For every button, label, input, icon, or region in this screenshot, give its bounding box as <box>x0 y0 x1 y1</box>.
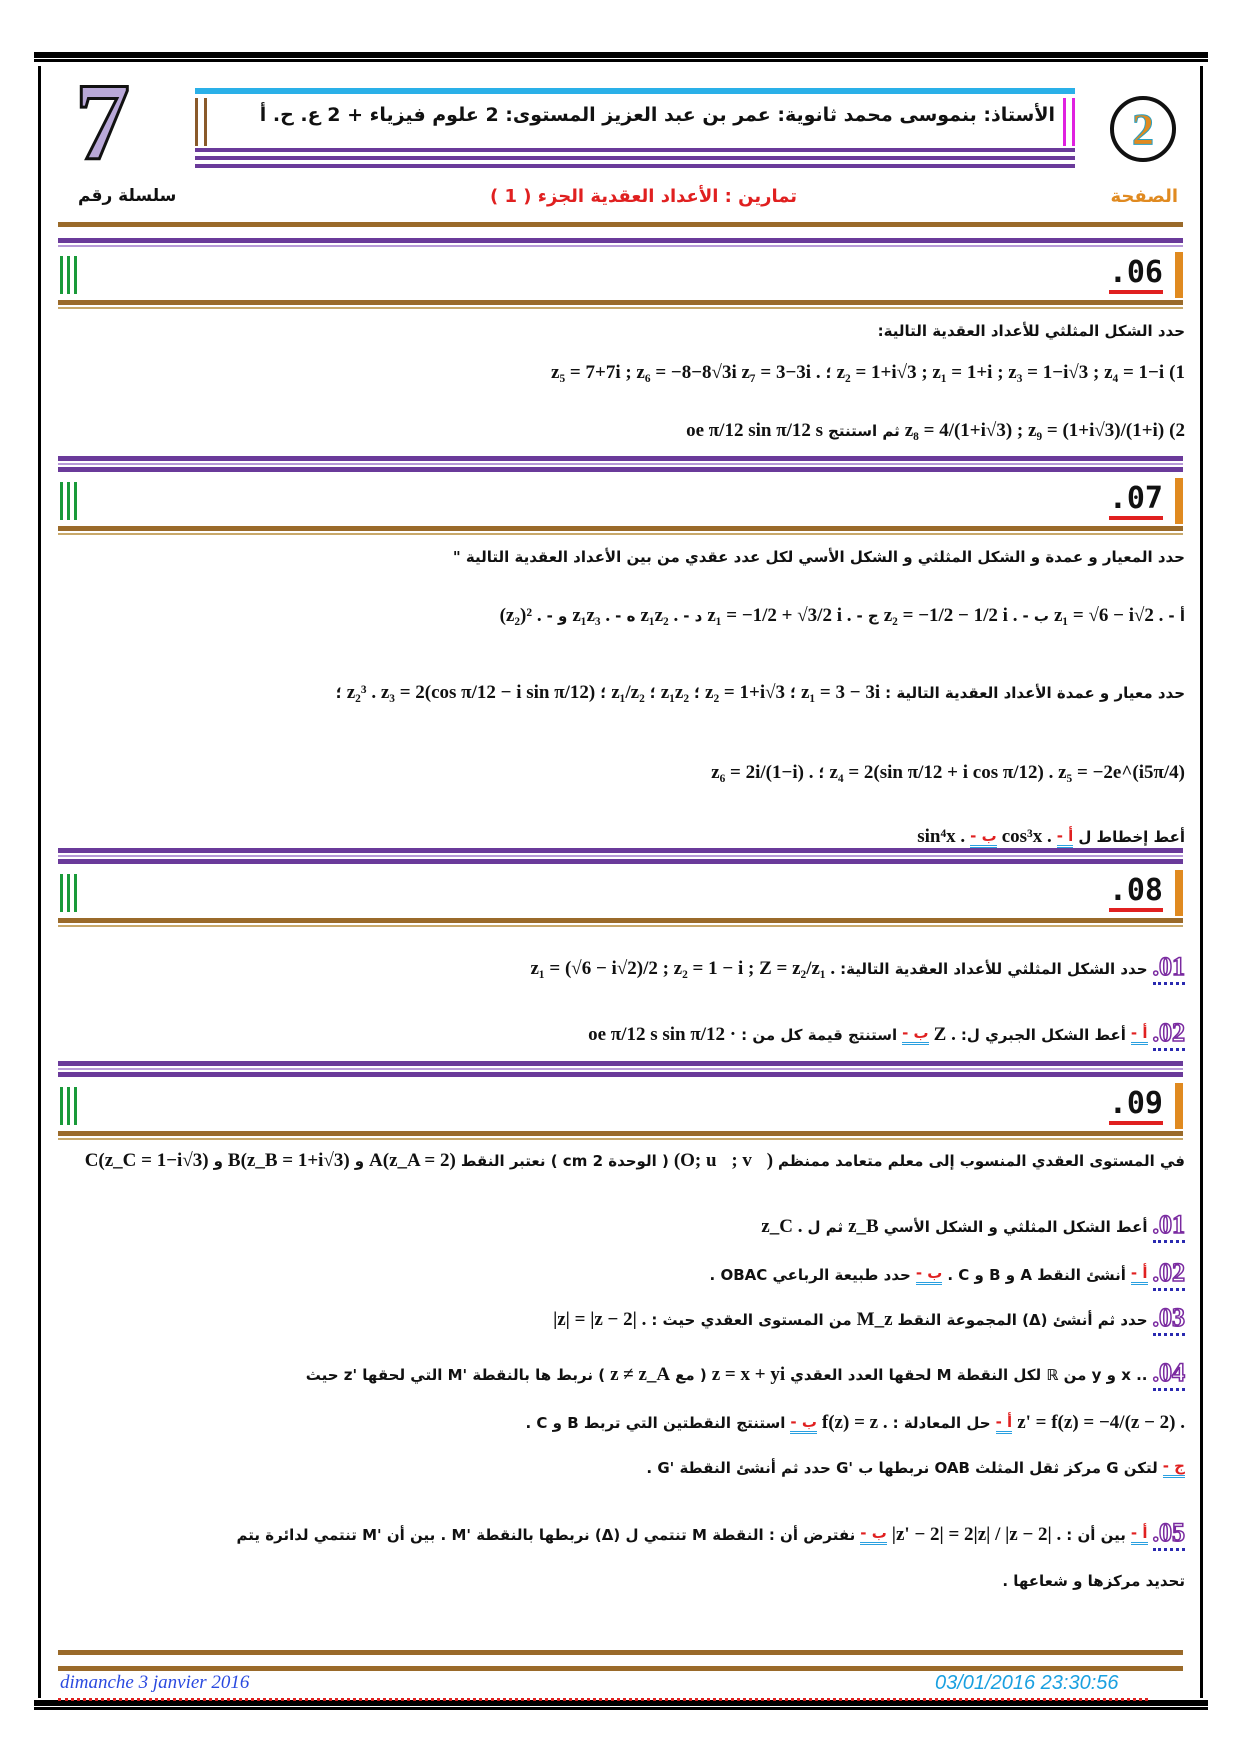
exercise-line <box>60 362 1185 384</box>
instruction-text: و <box>354 1152 365 1170</box>
instruction-text: و <box>213 1152 223 1170</box>
math-expression: z₂³ . z₃ = 2(cos π/12 − i sin π/12) <box>346 682 596 703</box>
exercise-line <box>60 1572 1185 1590</box>
green-bars-icon <box>60 874 80 912</box>
exercise-line <box>60 762 1185 784</box>
math-expression: z₆ = 2i/(1−i) . <box>711 762 814 783</box>
exercise-line <box>60 1150 1185 1172</box>
instruction-text: ه - <box>615 607 636 625</box>
math-expression: z₁z₃ . <box>572 605 611 626</box>
instruction-text: حدد المعيار و عمدة و الشكل المثلثي و الشكل الأسي لكل عدد عقدي من بين الأعداد العقدية التالية " <box>452 548 1185 566</box>
instruction-text: حل المعادلة : <box>892 1414 991 1432</box>
instruction-text: ؛ <box>790 684 797 702</box>
math-expression: Z . <box>933 1023 956 1045</box>
instruction-text: أعط الشكل الجبري ل: <box>960 1025 1126 1044</box>
series-number-logo: 7 <box>75 61 130 183</box>
math-expression: (2 <box>1169 420 1185 441</box>
math-expression: oe π/12 sin π/12 s <box>686 420 824 441</box>
math-expression: B(z_B = 1+i√3) <box>227 1150 350 1171</box>
math-expression: z₈ = 4/(1+i√3) ; z₉ = (1+i√3)/(1+i) <box>904 420 1165 441</box>
instruction-text: حدد ثم أنشئ (Δ) المجموعة النقط <box>897 1310 1148 1329</box>
section-rule <box>58 1131 1183 1136</box>
instruction-text: استنتج النقطتين التي تربط B و C . <box>525 1414 786 1432</box>
section-rule <box>58 848 1183 853</box>
instruction-text: ( مع <box>675 1365 707 1384</box>
header-bar-left <box>195 98 207 146</box>
instruction-text: ؛ <box>825 364 832 382</box>
math-expression: z_C . <box>761 1215 803 1237</box>
item-label: ج - <box>1163 1457 1185 1478</box>
instruction-text: و - <box>546 607 568 625</box>
math-expression: (1 <box>1169 362 1185 383</box>
item-label: ب - <box>916 1264 943 1285</box>
school-logo: 2 <box>1110 96 1176 162</box>
section-rule <box>58 456 1183 461</box>
exercise-line <box>60 952 1185 985</box>
instruction-text: من المستوى العقدي حيث : <box>651 1310 852 1329</box>
exercise-line <box>60 548 1185 566</box>
footer-rule <box>58 1666 1183 1671</box>
item-label: ب - <box>860 1524 887 1545</box>
instruction-text: د - <box>683 607 703 625</box>
instruction-text: ؛ <box>694 684 701 702</box>
instruction-text: نفترض أن : النقطة M تنتمي ل (Δ) نربطها بالنقطة 'M . بين أن 'M تنتمي لدائرة يتم <box>236 1525 856 1544</box>
section-rule <box>58 1138 1183 1140</box>
header-rule <box>195 164 1075 168</box>
exercise-line <box>60 1412 1185 1434</box>
section-rule <box>58 1061 1183 1066</box>
instruction-text: ثم استنتج <box>828 422 900 440</box>
sheet-subtitle: تمارين : الأعداد العقدية الجزء ( 1 ) <box>490 186 798 207</box>
header-box <box>195 88 1075 172</box>
math-expression: A(z_A = 2) <box>369 1150 456 1171</box>
math-expression: z₄ = 2(sin π/12 + i cos π/12) . z₅ = −2e^(i5π/4) <box>829 762 1185 783</box>
exercise-line <box>60 1258 1185 1291</box>
math-expression: z₁ = 3 − 3i <box>801 682 881 703</box>
item-label: ب - <box>790 1413 817 1434</box>
exercise-line <box>60 322 1185 340</box>
math-expression: (O; u⃗; v⃗) <box>673 1150 774 1171</box>
instruction-text: تحديد مركزها و شعاعها . <box>1002 1572 1185 1590</box>
math-expression: cos³x . <box>1001 826 1052 847</box>
exercise-number: .06 <box>1109 256 1163 294</box>
item-label: أ - <box>1131 1524 1148 1545</box>
instruction-text: حدد الشكل المثلثي للأعداد العقدية التالية: <box>840 959 1148 978</box>
instruction-text: أنشئ النقط A و B و C . <box>947 1265 1126 1284</box>
green-bars-icon <box>60 256 80 294</box>
instruction-text: لتكن G مركز ثقل المثلث OAB نربطها ب 'G حدد ثم أنشئ النقطة 'G . <box>646 1458 1158 1477</box>
section-rule <box>58 222 1183 227</box>
exercise-header <box>58 252 1183 298</box>
instruction-text: ( الوحدة 2 cm ) نعتبر النقط <box>460 1152 669 1170</box>
instruction-text: ) نربط ها بالنقطة 'M التي لحقها 'z حيث <box>305 1365 606 1384</box>
instruction-text: أ - <box>1168 607 1185 625</box>
exercise-line <box>60 1210 1185 1243</box>
exercise-number: .08 <box>1109 874 1163 912</box>
math-expression: oe π/12 s sin π/12 · <box>588 1023 737 1045</box>
instruction-text: ؛ <box>600 684 607 702</box>
section-rule <box>58 533 1183 535</box>
section-rule <box>58 245 1183 247</box>
question-number: .04 <box>1153 1358 1186 1391</box>
instruction-text: حدد طبيعة الرباعي OBAC . <box>709 1265 911 1284</box>
exercise-header <box>58 870 1183 916</box>
math-expression: z_B <box>848 1215 879 1237</box>
instruction-text: ؛ <box>335 684 342 702</box>
footer-date: dimanche 3 janvier 2016 <box>60 1672 250 1693</box>
section-rule <box>58 925 1183 927</box>
question-number: .02 <box>1153 1258 1186 1291</box>
instruction-text: .. x و y من ℝ لكل النقطة M لحقها العدد العقدي <box>790 1365 1148 1384</box>
exercise-line <box>60 1303 1185 1336</box>
section-rule <box>58 463 1183 465</box>
exercise-header <box>58 1083 1183 1129</box>
math-expression: z₁z₂ . <box>640 605 679 626</box>
math-expression: |z' − 2| = 2|z| / |z − 2| . <box>891 1523 1062 1545</box>
section-rule <box>58 918 1183 923</box>
instruction-text: ثم ل <box>807 1217 844 1236</box>
item-label: ب - <box>902 1024 929 1045</box>
exercise-line <box>60 1358 1185 1391</box>
section-rule <box>58 526 1183 531</box>
question-number: .01 <box>1153 952 1186 985</box>
section-rule <box>58 238 1183 243</box>
section-rule <box>58 300 1183 305</box>
green-bars-icon <box>60 1087 80 1125</box>
question-number: .03 <box>1153 1303 1186 1336</box>
instruction-text: استنتج قيمة كل من : <box>741 1025 898 1044</box>
math-expression: z₅ = 7+7i ; z₆ = −8−8√3i z₇ = 3−3i . <box>551 362 821 383</box>
exercise-line <box>60 420 1185 442</box>
math-expression: z₁/z₂ <box>611 682 645 703</box>
math-expression: z₂ = 1+i√3 <box>705 682 786 703</box>
math-expression: z₁ = (√6 − i√2)/2 ; z₂ = 1 − i ; Z = z₂/z₁ . <box>530 957 836 979</box>
section-rule <box>58 855 1183 857</box>
exercise-line <box>60 605 1185 627</box>
exercise-line <box>60 1518 1185 1551</box>
math-expression: sin⁴x . <box>917 826 966 847</box>
header-bar-right <box>1063 98 1075 146</box>
math-expression: f(z) = z . <box>821 1412 888 1433</box>
math-expression: z₂ = −1/2 − 1/2 i . <box>883 605 1018 626</box>
exercise-line <box>60 826 1185 848</box>
instruction-text: ؛ <box>818 764 825 782</box>
item-label: أ - <box>1131 1024 1148 1045</box>
section-rule <box>58 467 1183 472</box>
instruction-text: ؛ <box>649 684 656 702</box>
header-rule <box>195 156 1075 160</box>
footer-rule <box>58 1650 1183 1655</box>
question-number: .01 <box>1153 1210 1186 1243</box>
item-label: أ - <box>996 1413 1013 1434</box>
math-expression: z₁ = −1/2 + √3/2 i . <box>707 605 852 626</box>
math-expression: M_z <box>856 1308 893 1330</box>
item-label: أ - <box>1057 827 1074 848</box>
exercise-line <box>60 1457 1185 1478</box>
section-rule <box>58 307 1183 309</box>
exercise-number: .09 <box>1109 1087 1163 1125</box>
math-expression: z₂ = 1+i√3 ; z₁ = 1+i ; z₃ = 1−i√3 ; z₄ = 1−i <box>836 362 1165 383</box>
math-expression: C(z_C = 1−i√3) <box>84 1150 209 1171</box>
instruction-text: حدد الشكل المثلثي للأعداد العقدية التالية: <box>877 322 1185 340</box>
page-frame-top <box>34 52 1208 62</box>
footer-timestamp: 03/01/2016 23:30:56 <box>935 1672 1119 1694</box>
header-rule <box>195 148 1075 152</box>
instruction-text: ب - <box>1022 607 1049 625</box>
header-rule-top <box>195 88 1075 94</box>
math-expression: z₁z₂ <box>660 682 690 703</box>
math-expression: (z₂)² . <box>499 605 542 626</box>
exercise-line <box>60 1018 1185 1051</box>
instruction-text: بين أن : <box>1066 1525 1126 1544</box>
green-bars-icon <box>60 482 80 520</box>
math-expression: |z| = |z − 2| . <box>553 1308 647 1330</box>
math-expression: z' = f(z) = −4/(z − 2) . <box>1017 1412 1185 1433</box>
section-rule <box>58 859 1183 864</box>
question-number: .05 <box>1153 1518 1186 1551</box>
instruction-text: أعط الشكل المثلثي و الشكل الأسي <box>883 1217 1148 1236</box>
page-label: الصفحة <box>1110 186 1178 207</box>
page-frame-left <box>38 66 41 1698</box>
exercise-line <box>60 682 1185 704</box>
math-expression: z₁ = √6 − i√2 . <box>1053 605 1164 626</box>
section-rule <box>58 1072 1183 1077</box>
question-number: .02 <box>1153 1018 1186 1051</box>
page-frame-right <box>1200 66 1203 1698</box>
math-expression: z ≠ z_A <box>610 1363 671 1385</box>
header-title: الأستاذ: بنموسى محمد ثانوية: عمر بن عبد العزيز المستوى: 2 علوم فيزياء + 2 ع. ح. أ <box>259 104 1055 126</box>
section-rule <box>58 1068 1183 1070</box>
exercise-number: .07 <box>1109 482 1163 520</box>
item-label: ب - <box>970 827 997 848</box>
instruction-text: أعط إخطاط ل <box>1078 828 1185 846</box>
instruction-text: ج - <box>856 607 879 625</box>
series-label: سلسلة رقم <box>78 186 177 206</box>
instruction-text: في المستوى العقدي المنسوب إلى معلم متعامد ممنظم <box>778 1152 1185 1170</box>
page-frame-bottom <box>34 1700 1208 1710</box>
exercise-header <box>58 478 1183 524</box>
instruction-text: حدد معيار و عمدة الأعداد العقدية التالية : <box>885 684 1185 702</box>
math-expression: z = x + yi <box>711 1363 786 1385</box>
item-label: أ - <box>1131 1264 1148 1285</box>
